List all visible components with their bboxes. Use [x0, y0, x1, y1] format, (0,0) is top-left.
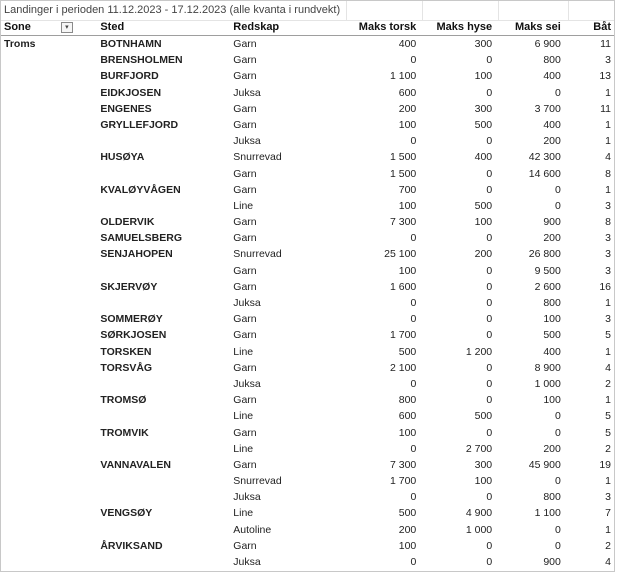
sted-cell	[98, 554, 229, 570]
maks-torsk-cell: 0	[410, 491, 417, 504]
redskap-cell: Juksa	[233, 86, 261, 99]
bat-cell: 19	[599, 458, 611, 471]
bat-cell: 1	[605, 118, 611, 131]
maks-torsk-cell: 1 100	[390, 70, 417, 83]
maks-torsk-cell: 2 100	[390, 361, 417, 374]
bat-cell: 1	[605, 345, 611, 358]
bat-cell: 1	[605, 135, 611, 148]
redskap-cell: Garn	[233, 539, 257, 552]
maks-sei-cell: 1 000	[534, 377, 561, 390]
redskap-cell: Autoline	[233, 523, 272, 536]
redskap-cell: Garn	[233, 329, 257, 342]
maks-sei-cell: 400	[543, 345, 561, 358]
maks-torsk-cell: 0	[410, 297, 417, 309]
table-row	[1, 311, 614, 327]
maks-torsk-cell: 1 500	[390, 167, 417, 180]
maks-sei-cell: 500	[543, 329, 561, 342]
sted-cell: TORSVÅG	[100, 361, 153, 374]
maks-sei-cell: 42 300	[528, 151, 561, 164]
table-row	[1, 101, 614, 117]
maks-sei-cell: 14 600	[528, 167, 561, 180]
maks-hyse-cell: 1 200	[465, 345, 493, 358]
title-bar-cell	[347, 1, 423, 20]
bat-cell: 8	[605, 216, 611, 229]
redskap-cell: Line	[233, 442, 254, 455]
maks-torsk-cell: 7 300	[390, 216, 417, 229]
maks-hyse-cell: 1 000	[465, 523, 493, 536]
maks-hyse-cell: 100	[474, 216, 493, 229]
maks-torsk-cell: 100	[398, 539, 417, 552]
maks-hyse-cell: 2 700	[465, 442, 493, 455]
sted-cell	[98, 166, 229, 182]
table-row	[1, 473, 614, 489]
sone-cell	[1, 198, 98, 214]
maks-sei-cell: 26 800	[528, 248, 561, 261]
table-row	[1, 538, 614, 554]
maks-torsk-cell: 500	[398, 507, 417, 520]
sted-cell	[98, 522, 229, 538]
redskap-cell: Snurrevad	[233, 151, 282, 164]
redskap-cell: Garn	[233, 426, 257, 439]
bat-cell: 1	[605, 183, 611, 196]
table-row	[1, 457, 614, 473]
sone-cell	[1, 117, 98, 133]
table-row	[1, 408, 614, 424]
maks-torsk-cell: 0	[410, 442, 417, 455]
maks-sei-cell: 800	[543, 54, 561, 67]
table-row	[1, 279, 614, 295]
sone-cell	[1, 360, 98, 376]
table-row	[1, 52, 614, 68]
redskap-cell: Line	[233, 345, 254, 358]
maks-sei-cell: 6 900	[534, 38, 561, 50]
sted-cell: SOMMERØY	[100, 313, 163, 326]
redskap-cell: Garn	[233, 264, 257, 277]
redskap-cell: Line	[233, 199, 254, 212]
bat-cell: 5	[605, 426, 611, 439]
sone-cell	[1, 52, 98, 68]
sted-cell: BRENSHOLMEN	[100, 54, 183, 67]
maks-hyse-cell: 0	[486, 377, 493, 390]
maks-sei-cell: 0	[555, 199, 561, 212]
redskap-cell: Snurrevad	[233, 248, 282, 261]
sted-cell: SAMUELSBERG	[100, 232, 183, 245]
maks-sei-cell: 0	[555, 475, 561, 488]
sone-cell	[1, 505, 98, 521]
maks-sei-cell: 2 600	[534, 280, 561, 293]
maks-torsk-cell: 0	[410, 54, 417, 67]
sted-column-header[interactable]: Sted	[98, 20, 229, 36]
sone-cell: Troms	[4, 38, 36, 50]
sted-cell: EIDKJOSEN	[100, 86, 162, 99]
redskap-cell: Garn	[233, 280, 257, 293]
sone-cell	[1, 149, 98, 165]
sone-cell	[1, 538, 98, 554]
bat-cell: 2	[605, 442, 611, 455]
bat-cell: 4	[605, 151, 611, 164]
redskap-cell: Garn	[233, 102, 257, 115]
table-row	[1, 554, 614, 570]
maks-sei-cell: 0	[555, 410, 561, 423]
sone-cell	[1, 279, 98, 295]
redskap-cell: Garn	[233, 313, 257, 326]
bat-cell: 1	[605, 394, 611, 407]
redskap-cell: Garn	[233, 183, 257, 196]
sted-cell: OLDERVIK	[100, 216, 155, 229]
table-row	[1, 117, 614, 133]
maks-torsk-cell: 800	[398, 394, 417, 407]
maks-hyse-cell: 500	[474, 118, 493, 131]
maks-hyse-cell: 0	[486, 329, 493, 342]
maks-sei-cell: 1 100	[534, 507, 561, 520]
maks-sei-cell: 0	[555, 539, 561, 552]
sted-cell	[98, 376, 229, 392]
maks-torsk-cell: 700	[398, 183, 417, 196]
maks-torsk-cell: 600	[398, 86, 417, 99]
maks-sei-cell: 200	[543, 135, 561, 148]
maks-hyse-cell: 100	[474, 70, 493, 83]
redskap-cell: Juksa	[233, 377, 261, 390]
maks-hyse-cell: 0	[486, 135, 493, 148]
title-bar-cell	[569, 1, 614, 20]
bat-cell: 11	[600, 38, 611, 50]
table-row	[1, 85, 614, 101]
bat-cell: 8	[605, 167, 611, 180]
landings-table	[1, 20, 614, 570]
sted-cell: ÅRVIKSAND	[100, 539, 163, 552]
maks-hyse-cell: 0	[486, 86, 493, 99]
bat-cell: 11	[600, 102, 611, 115]
maks-sei-cell: 45 900	[528, 458, 561, 471]
table-body	[1, 36, 614, 571]
report-title: Landinger i perioden 11.12.2023 - 17.12.2023 (alle kvanta i rundvekt)	[1, 1, 347, 20]
maks-torsk-cell: 1 700	[390, 329, 417, 342]
maks-hyse-cell: 0	[486, 167, 493, 180]
maks-sei-cell: 0	[555, 183, 561, 196]
maks-hyse-cell: 300	[474, 38, 493, 50]
redskap-cell: Juksa	[233, 135, 261, 148]
redskap-cell: Juksa	[233, 297, 261, 309]
bat-cell: 3	[605, 264, 611, 277]
title-bar	[1, 1, 614, 21]
table-row	[1, 489, 614, 505]
bat-cell: 16	[599, 280, 611, 293]
maks-torsk-cell: 1 700	[390, 475, 417, 488]
table-row	[1, 246, 614, 262]
sone-cell	[1, 295, 98, 311]
bat-cell: 1	[605, 523, 611, 536]
maks-torsk-cell: 400	[398, 38, 417, 50]
redskap-cell: Garn	[233, 38, 257, 50]
maks-torsk-cell: 200	[398, 102, 417, 115]
sone-header-label: Sone	[4, 21, 31, 33]
sone-cell	[1, 441, 98, 457]
sted-cell: HUSØYA	[100, 151, 145, 164]
sone-cell	[1, 522, 98, 538]
sone-cell	[1, 263, 98, 279]
redskap-cell: Garn	[233, 394, 257, 407]
table-row	[1, 133, 614, 149]
table-row	[1, 149, 614, 165]
bat-cell: 7	[605, 507, 611, 520]
header-row	[1, 20, 614, 36]
sone-cell	[1, 311, 98, 327]
redskap-cell: Garn	[233, 216, 257, 229]
maks-sei-cell: 900	[543, 556, 561, 568]
maks-torsk-column-header[interactable]: Maks torsk	[324, 20, 420, 36]
maks-hyse-cell: 0	[486, 183, 493, 196]
bat-cell: 3	[605, 313, 611, 326]
filter-icon[interactable]: ▾	[61, 22, 73, 33]
maks-sei-column-header[interactable]: Maks sei	[495, 20, 564, 36]
redskap-cell: Garn	[233, 361, 257, 374]
sted-cell: GRYLLEFJORD	[100, 118, 179, 131]
sone-cell	[1, 101, 98, 117]
maks-hyse-cell: 0	[486, 361, 493, 374]
sone-cell	[1, 344, 98, 360]
maks-torsk-cell: 0	[410, 556, 417, 568]
maks-torsk-cell: 7 300	[390, 458, 417, 471]
table-row	[1, 166, 614, 182]
sone-cell	[1, 327, 98, 343]
sted-cell: SENJAHOPEN	[100, 248, 173, 261]
maks-hyse-cell: 400	[474, 151, 493, 164]
maks-sei-cell: 100	[543, 394, 561, 407]
redskap-cell: Garn	[233, 167, 257, 180]
redskap-cell: Garn	[233, 54, 257, 67]
sted-cell: SKJERVØY	[100, 280, 158, 293]
sted-cell: SØRKJOSEN	[100, 329, 167, 342]
table-row	[1, 230, 614, 246]
maks-sei-cell: 800	[543, 297, 561, 309]
redskap-cell: Juksa	[233, 491, 261, 504]
maks-sei-cell: 200	[543, 232, 561, 245]
sted-cell: ENGENES	[100, 102, 152, 115]
table-row	[1, 344, 614, 360]
table-row	[1, 360, 614, 376]
maks-hyse-cell: 0	[486, 232, 493, 245]
title-bar-cell	[499, 1, 569, 20]
maks-sei-cell: 0	[555, 86, 561, 99]
sted-cell	[98, 133, 229, 149]
sone-cell	[1, 376, 98, 392]
sted-cell	[98, 489, 229, 505]
sted-cell: KVALØYVÅGEN	[100, 183, 181, 196]
bat-cell: 3	[605, 54, 611, 67]
sted-cell	[98, 441, 229, 457]
maks-sei-cell: 3 700	[534, 102, 561, 115]
maks-torsk-cell: 500	[398, 345, 417, 358]
redskap-cell: Garn	[233, 458, 257, 471]
maks-hyse-cell: 0	[486, 54, 493, 67]
sted-cell: BURFJORD	[100, 70, 159, 83]
sted-cell: VENGSØY	[100, 507, 153, 520]
table-row	[1, 327, 614, 343]
bat-cell: 1	[605, 86, 611, 99]
maks-hyse-cell: 300	[474, 102, 493, 115]
maks-sei-cell: 200	[543, 442, 561, 455]
bat-cell: 1	[605, 475, 611, 488]
bat-cell: 3	[605, 232, 611, 245]
sted-cell	[98, 408, 229, 424]
title-bar-cell	[423, 1, 499, 20]
sone-cell	[1, 425, 98, 441]
sone-cell	[1, 214, 98, 230]
maks-hyse-cell: 500	[474, 199, 493, 212]
maks-hyse-cell: 0	[486, 297, 493, 309]
maks-sei-cell: 8 900	[534, 361, 561, 374]
table-row	[1, 198, 614, 214]
maks-sei-cell: 9 500	[534, 264, 561, 277]
maks-sei-cell: 100	[543, 313, 561, 326]
table-row	[1, 505, 614, 521]
maks-torsk-cell: 1 600	[390, 280, 417, 293]
sted-cell: VANNAVALEN	[100, 458, 171, 471]
maks-torsk-cell: 100	[398, 118, 417, 131]
redskap-column-header[interactable]: Redskap	[229, 20, 323, 36]
maks-hyse-cell: 0	[486, 556, 493, 568]
bat-cell: 4	[605, 361, 611, 374]
sted-cell	[98, 295, 229, 311]
table-row	[1, 182, 614, 198]
maks-torsk-cell: 0	[410, 377, 417, 390]
table-row	[1, 441, 614, 457]
redskap-cell: Garn	[233, 232, 257, 245]
bat-cell: 2	[605, 539, 611, 552]
maks-torsk-cell: 0	[410, 313, 417, 326]
maks-torsk-cell: 0	[410, 232, 417, 245]
sone-cell	[1, 246, 98, 262]
redskap-cell: Line	[233, 410, 254, 423]
bat-cell: 1	[605, 297, 611, 309]
sone-cell	[1, 554, 98, 570]
maks-hyse-cell: 300	[474, 458, 493, 471]
maks-torsk-cell: 0	[410, 135, 417, 148]
table-row	[1, 68, 614, 84]
maks-torsk-cell: 200	[398, 523, 417, 536]
bat-cell: 2	[605, 377, 611, 390]
sone-cell	[1, 68, 98, 84]
table-row	[1, 263, 614, 279]
table-row	[1, 522, 614, 538]
sted-cell: TROMVIK	[100, 426, 149, 439]
sone-cell	[1, 230, 98, 246]
sone-cell	[1, 392, 98, 408]
sted-cell: TORSKEN	[100, 345, 152, 358]
maks-torsk-cell: 1 500	[390, 151, 417, 164]
bat-cell: 3	[605, 248, 611, 261]
bat-cell: 5	[605, 410, 611, 423]
maks-sei-cell: 400	[543, 70, 561, 83]
table-row	[1, 425, 614, 441]
maks-torsk-cell: 100	[398, 264, 417, 277]
maks-hyse-cell: 0	[486, 539, 493, 552]
maks-hyse-cell: 100	[474, 475, 493, 488]
maks-torsk-cell: 100	[398, 426, 417, 439]
maks-hyse-cell: 4 900	[465, 507, 493, 520]
sone-cell	[1, 489, 98, 505]
bat-cell: 13	[599, 70, 611, 83]
sted-cell	[98, 198, 229, 214]
sone-cell	[1, 182, 98, 198]
table-row	[1, 376, 614, 392]
maks-hyse-cell: 0	[486, 313, 493, 326]
maks-hyse-cell: 0	[486, 394, 493, 407]
maks-hyse-cell: 500	[474, 410, 493, 423]
redskap-cell: Snurrevad	[233, 475, 282, 488]
sone-column-header[interactable]	[1, 20, 98, 36]
maks-sei-cell: 0	[555, 426, 561, 439]
bat-cell: 3	[605, 491, 611, 504]
maks-hyse-cell: 0	[486, 264, 493, 277]
redskap-cell: Line	[233, 507, 254, 520]
sone-cell	[1, 473, 98, 489]
bat-cell: 3	[605, 199, 611, 212]
maks-sei-cell: 800	[543, 491, 561, 504]
maks-hyse-cell: 0	[486, 426, 493, 439]
sted-cell: BOTNHAMN	[100, 38, 162, 50]
maks-torsk-cell: 100	[398, 199, 417, 212]
table-row	[1, 392, 614, 408]
maks-hyse-cell: 0	[486, 491, 493, 504]
maks-sei-cell: 900	[543, 216, 561, 229]
sone-cell	[1, 457, 98, 473]
sted-cell	[98, 473, 229, 489]
bat-column-header[interactable]: Båt	[564, 20, 614, 36]
maks-hyse-cell: 200	[474, 248, 493, 261]
maks-sei-cell: 0	[555, 523, 561, 536]
maks-sei-cell: 400	[543, 118, 561, 131]
redskap-cell: Juksa	[233, 556, 261, 568]
maks-torsk-cell: 600	[398, 410, 417, 423]
table-row	[1, 214, 614, 230]
sone-cell	[1, 166, 98, 182]
sted-cell: TROMSØ	[100, 394, 147, 407]
maks-torsk-cell: 25 100	[384, 248, 417, 261]
sone-cell	[1, 408, 98, 424]
redskap-cell: Garn	[233, 118, 257, 131]
bat-cell: 5	[605, 329, 611, 342]
bat-cell: 4	[605, 556, 611, 568]
table-row	[1, 36, 614, 53]
sone-cell	[1, 85, 98, 101]
sted-cell	[98, 263, 229, 279]
table-row	[1, 295, 614, 311]
sone-cell	[1, 133, 98, 149]
redskap-cell: Garn	[233, 70, 257, 83]
maks-hyse-column-header[interactable]: Maks hyse	[419, 20, 495, 36]
maks-hyse-cell: 0	[486, 280, 493, 293]
